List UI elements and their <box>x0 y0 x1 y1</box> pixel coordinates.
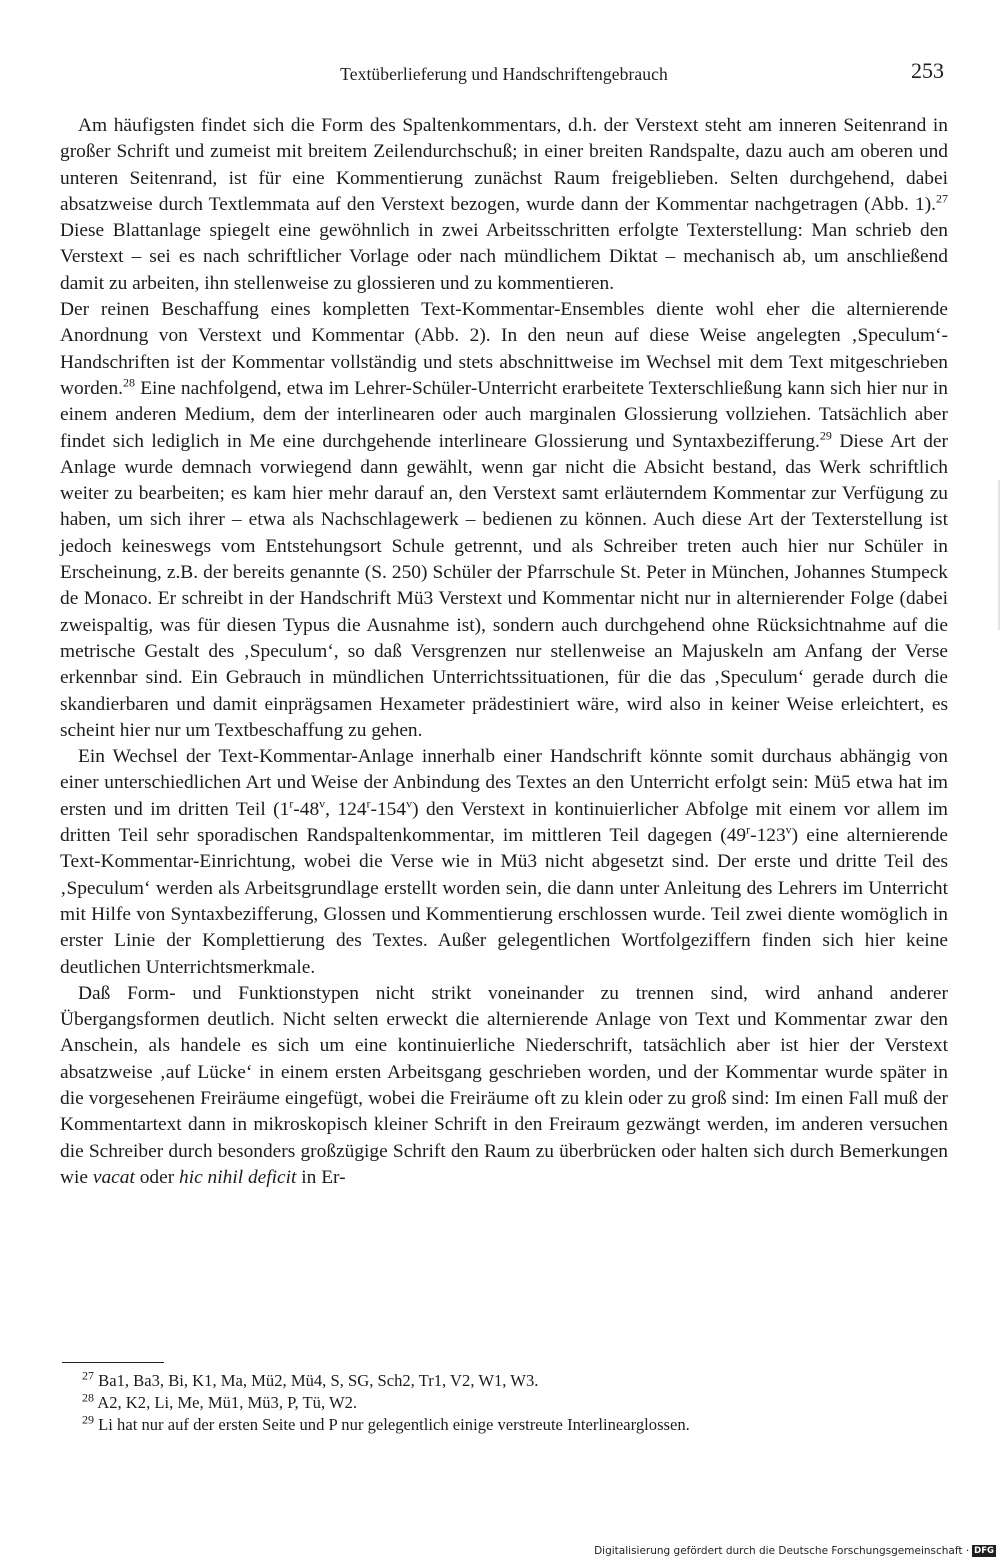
text-run: ) den Verstext in kontinuierlicher Abfolge mit einem vor allem im dritten Teil sehr sporadischen Randspaltenkommentar, im mittleren Teil dagegen (49 <box>60 798 949 847</box>
body-text <box>60 113 948 1191</box>
footnote-text: Li hat nur auf der ersten Seite und P nur gelegentlich einige verstreute Interlinearglossen. <box>94 1415 690 1434</box>
superscript: r <box>366 796 371 811</box>
paragraph <box>60 113 948 297</box>
superscript: r <box>289 796 294 811</box>
text-run: Diese Art der Anlage wurde demnach vorwiegend dann gewählt, wenn gar nicht die Absicht bestand, das Werk schriftlich weiter zu bearbeiten; es kam hier mehr darauf an, den Verstext samt erläuterndem Kommentar zur Verfügung zu haben, um sich ihrer – etwa als Nachschlagewerk – bedienen zu können. Auch diese Art der Texterstellung ist jedoch keineswegs vom Entstehungsort Schule getrennt, und als Schreiber treten auch hier nur Schüler in Erscheinung, z.B. der bereits genannte (S. 250) Schüler der Pfarrschule St. Peter in München, Johannes Stumpeck de Monaco. Er schreibt in der Handschrift Mü3 Verstext und Kommentar nicht nur in alternierender Folge (dabei zweispaltig, was für diesen Typus die Ausnahme ist), sondern auch durchgehend ohne Rücksichtnahme auf die metrische Gestalt des ‚Speculum‘, so daß Versgrenzen nur stellenweise an Majuskeln am Anfang der Verse erkennbar sind. Ein Gebrauch in mündlichen Unterrichtssituationen, für die das ‚Speculum‘ gerade durch die skandierbaren und damit einprägsamen Hexameter prädestiniert wäre, wird also in keiner Weise erleichtert, es scheint hier nur um Textbeschaffung zu gehen. <box>60 430 948 741</box>
footnote-number: 28 <box>82 1390 94 1405</box>
text-run: -154 <box>370 798 407 820</box>
text-run: oder <box>134 1166 180 1188</box>
page-number: 253 <box>911 58 944 83</box>
superscript: v <box>785 822 792 837</box>
paragraph <box>60 981 948 1191</box>
superscript: v <box>406 796 413 811</box>
text-run: Ein Wechsel der Text-Kommentar-Anlage innerhalb einer Handschrift könnte somit durchaus abhängig von einer unterschiedlichen Art und Weise der Anbindung des Textes an den Unterricht erfolgt sein: Mü5 etwa hat im ersten und im dritten Teil (1 <box>60 746 948 820</box>
digitization-credit: Digitalisierung gefördert durch die Deutsche Forschungsgemeinschaft · <box>594 1545 970 1557</box>
text-run: -123 <box>750 825 786 847</box>
text-run: ) eine alternierende Text-Kommentar-Einrichtung, wobei die Verse wie in Mü3 nicht abgesetzt sind. Der erste und dritte Teil des ‚Speculum‘ werden als Arbeitsgrundlage erstellt worden sein, die dann unter Anleitung des Lehrers im Unterricht mit Hilfe von Syntaxbezifferung, Glossen und Kommentierung erschlossen wurde. Teil zwei diente womöglich in erster Linie der Komplettierung des Textes. Außer gelegentlichen Wortfolgeziffern finden sich hier keine deutlichen Unterrichtsmerkmale. <box>60 825 948 978</box>
footnote-text: A2, K2, Li, Me, Mü1, Mü3, P, Tü, W2. <box>94 1393 358 1412</box>
footnote-text: Ba1, Ba3, Bi, K1, Ma, Mü2, Mü4, S, SG, Sch2, Tr1, V2, W1, W3. <box>94 1371 539 1390</box>
italic-term: hic nihil deficit <box>179 1166 297 1188</box>
page-footer <box>594 1545 996 1557</box>
text-run: Der reinen Beschaffung eines kompletten Text-Kommentar-Ensembles diente wohl eher die alternierende Anordnung von Verstext und Kommentar (Abb. 2). In den neun auf diese Weise angelegten ‚Speculum‘-Handschriften ist der Kommentar vollständig und stets abschnittweise im Wechsel mit dem Text mitgeschrieben worden. <box>60 299 948 399</box>
superscript: 29 <box>819 428 832 443</box>
text-run: -48 <box>293 798 320 820</box>
text-run: Am häufigsten findet sich die Form des Spaltenkommentars, d.h. der Verstext steht am inneren Seitenrand in großer Schrift und zumeist mit breitem Zeilendurchschuß; in einer breiten Randspalte, dazu auch am oberen und unteren Seitenrand, ist für eine Kommentierung zunächst Raum freigeblieben. Selten durchgehend, dabei absatzweise durch Textlemmata auf den Verstext bezogen, wurde dann der Kommentar nachgetragen (Abb. 1). <box>60 115 948 215</box>
footnote-number: 27 <box>82 1368 94 1383</box>
running-title: Textüberlieferung und Handschriftengebrauch <box>340 64 668 84</box>
footnote <box>82 1370 942 1392</box>
superscript: 27 <box>936 191 948 206</box>
superscript: 28 <box>123 375 136 390</box>
superscript: r <box>746 822 751 837</box>
footnote <box>82 1392 942 1414</box>
text-run: Diese Blattanlage spiegelt eine gewöhnlich in zwei Arbeitsschritten erfolgte Texterstellung: Man schrieb den Verstext – sei es nach schriftlicher Vorlage oder nach mündlichem Diktat – mechanisch ab, um anschließend damit zu arbeiten, ihn stellenweise zu glossieren und zu kommentieren. <box>60 220 948 294</box>
footnote <box>82 1414 942 1436</box>
text-run: Daß Form- und Funktionstypen nicht strikt voneinander zu trennen sind, wird anhand anderer Übergangsformen deutlich. Nicht selten erweckt die alternierende Anlage von Text und Kommentar zwar den Anschein, als handele es sich um eine kontinuierliche Niederschrift, tatsächlich aber ist hier der Verstext absatzweise ‚auf Lücke‘ in einem ersten Arbeitsgang geschrieben worden, und der Kommentar wurde später in die vorgesehenen Freiräume eingefügt, wobei die Freiräume oft zu klein oder zu groß sind: Im einen Fall muß der Kommentartext dann in mikroskopisch kleiner Schrift in den Freiraum gezwängt werden, im anderen versuchen die Schreiber durch besonders großzügige Schrift den Raum zu überbrücken oder halten sich durch Bemerkungen wie <box>60 982 948 1188</box>
italic-term: vacat <box>92 1166 135 1188</box>
footnote-number: 29 <box>82 1412 94 1427</box>
text-run: , 124 <box>325 798 367 820</box>
paragraph <box>60 744 948 981</box>
paragraph <box>60 297 948 744</box>
page-header <box>60 58 948 94</box>
text-run: in Er- <box>296 1166 346 1188</box>
superscript: v <box>319 796 326 811</box>
footnotes <box>82 1370 942 1436</box>
footnote-separator <box>62 1362 164 1363</box>
dfg-logo: DFG <box>974 1546 994 1556</box>
text-run: Eine nachfolgend, etwa im Lehrer-Schüler-Unterricht erarbeitete Texterschließung kann sich hier nur in einem anderen Medium, dem der interlinearen oder auch marginalen Glossierung vollziehen. Tatsächlich aber findet sich lediglich in Me eine durchgehende interlineare Glossierung und Syntaxbezifferung. <box>60 377 948 452</box>
